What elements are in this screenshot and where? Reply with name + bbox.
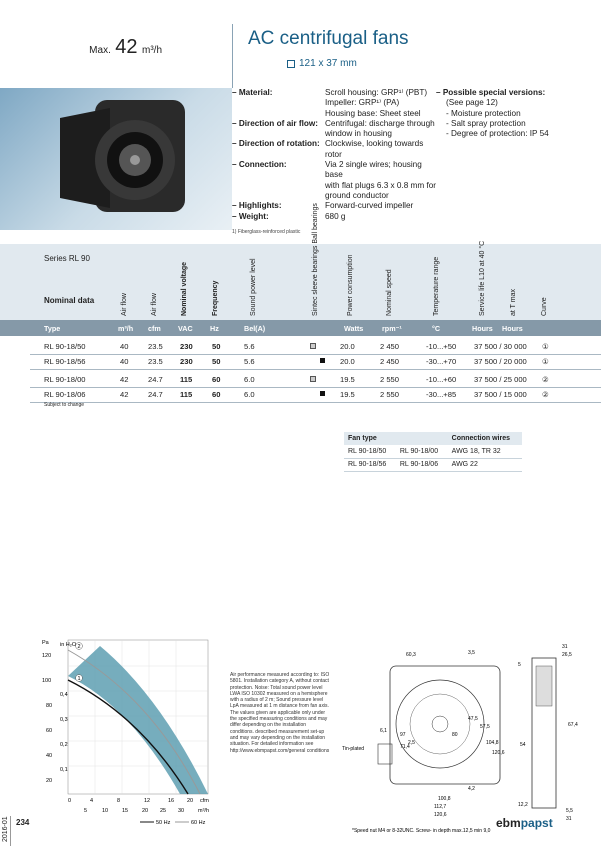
units-row: [0, 320, 601, 336]
spec-row: [232, 88, 438, 98]
dimension-label: 60,3: [406, 652, 416, 658]
table-cell: 115: [180, 390, 193, 399]
table-cell: 37 500 / 25 000: [474, 375, 527, 384]
table-cell: 19.5: [340, 390, 355, 399]
fan-type-table: [344, 432, 522, 472]
x-tick: 8: [117, 798, 121, 804]
table-cell: -10...+60: [426, 375, 457, 384]
table-cell: ①: [542, 357, 549, 366]
y-unit: Pa: [42, 640, 49, 646]
header-divider: [232, 24, 233, 88]
unit-label: m³/h: [118, 324, 134, 333]
square-icon: [287, 60, 295, 68]
spec-label: [232, 109, 325, 119]
special-line: - Degree of protection: IP 54: [446, 129, 549, 139]
table-row: [0, 372, 601, 387]
spec-label: – Connection:: [232, 160, 287, 170]
x-tick: 30: [178, 808, 185, 814]
sleeve-bearing-icon: [310, 376, 316, 382]
column-header: Air flow: [151, 293, 158, 316]
x-tick: 10: [102, 808, 109, 814]
dimension-label: 2,5: [408, 740, 415, 746]
unit-label: Hours: [472, 324, 493, 333]
spec-row: [232, 119, 438, 129]
y-tick: 60: [46, 728, 53, 734]
dimension-label: 5: [518, 662, 521, 668]
dimension-label: 120,6: [434, 812, 447, 818]
table-cell: 24.7: [148, 390, 163, 399]
y-tick: 120: [42, 653, 52, 659]
table-row: [0, 354, 601, 369]
cell: RL 90-18/06: [396, 458, 448, 471]
dimension-label: 100,8: [438, 796, 451, 802]
table-cell: RL 90-18/00: [44, 375, 86, 384]
fan-photo: [0, 88, 232, 230]
table-cell: 40: [120, 357, 129, 366]
spec-label: [232, 98, 325, 108]
spec-value: 680 g: [325, 211, 346, 221]
y-unit-inh: in H₂O: [60, 642, 77, 648]
dimension-label: 57,5: [480, 724, 490, 730]
spec-value: Impeller: GRP¹⁾ (PA): [325, 98, 400, 108]
y-tick-inh: 0,4: [60, 692, 68, 698]
y-tick: 100: [42, 678, 52, 684]
table-cell: 24.7: [148, 375, 163, 384]
dimension-label: 112,7: [434, 804, 447, 810]
table-cell: RL 90-18/06: [44, 390, 86, 399]
column-header: Power consumption: [347, 254, 354, 316]
table-cell: ②: [542, 375, 549, 384]
table-cell: 37 500 / 20 000: [474, 357, 527, 366]
dimension-label: 47,5: [468, 716, 478, 722]
y-tick-inh: 0,3: [60, 717, 68, 723]
x-unit: m³/h: [198, 808, 209, 814]
page-title: AC centrifugal fans: [248, 28, 409, 49]
spec-value: Scroll housing: GRP¹⁾ (PBT): [325, 88, 428, 97]
table-cell: RL 90-18/50: [44, 342, 86, 351]
dimension-label: 80: [452, 732, 458, 738]
unit-label: Bel(A): [244, 324, 266, 333]
table-cell: 230: [180, 357, 193, 366]
unit-label: Type: [44, 324, 61, 333]
table-row: [0, 387, 601, 402]
spec-value: Via 2 single wires; housing base: [325, 160, 422, 180]
curve-marker: 1: [77, 676, 81, 682]
spec-value: window in housing: [325, 129, 392, 139]
spec-row: [232, 181, 438, 191]
y-tick-inh: 0,2: [60, 742, 68, 748]
table-cell: 2 550: [380, 375, 400, 384]
footnote: 1) Fiberglass-reinforced plastic: [232, 229, 301, 235]
table-row: [344, 458, 522, 471]
table-cell: 230: [180, 342, 193, 351]
column-header: Frequency: [212, 280, 219, 316]
x-tick: 5: [84, 808, 88, 814]
page-footer: [0, 814, 601, 850]
subject-to-change: Subject to change: [44, 402, 85, 408]
x-tick: 25: [160, 808, 167, 814]
x-tick: 15: [122, 808, 129, 814]
spec-value: Clockwise, looking towards rotor: [325, 139, 424, 159]
unit-label: Watts: [344, 324, 364, 333]
row-divider: [30, 402, 601, 403]
unit-label: Hz: [210, 324, 219, 333]
brand-logo: [496, 816, 553, 830]
column-header: Sintec sleeve bearings Ball bearings: [312, 203, 319, 316]
cell: AWG 18, TR 32: [448, 445, 522, 458]
unit-label: Hours: [502, 324, 523, 333]
ball-bearing-icon: [320, 358, 325, 363]
unit-label: cfm: [148, 324, 161, 333]
spec-label: – Weight:: [232, 211, 269, 221]
unit-label: rpm⁻¹: [382, 324, 402, 333]
brand-papst: papst: [520, 816, 553, 830]
x-tick: 20: [187, 798, 194, 804]
row-divider: [30, 369, 601, 370]
fan-type-header: Fan type: [344, 432, 448, 445]
table-cell: 23.5: [148, 342, 163, 351]
table-cell: 37 500 / 30 000: [474, 342, 527, 351]
table-cell: 19.5: [340, 375, 355, 384]
x-tick: 16: [168, 798, 175, 804]
spec-label: – Highlights:: [232, 201, 282, 211]
dimension-label: 3,5: [468, 650, 475, 656]
column-header: Sound power level: [250, 258, 257, 316]
spec-value: Centrifugal: discharge through: [325, 118, 435, 128]
table-cell: 2 550: [380, 390, 400, 399]
dimension-label: 4,2: [468, 786, 475, 792]
column-header: Temperature range: [433, 256, 440, 316]
cell: RL 90-18/50: [344, 445, 396, 458]
table-cell: -30...+70: [426, 357, 457, 366]
sleeve-bearing-icon: [310, 343, 316, 349]
dimension-label: 97: [400, 732, 406, 738]
x-tick: 12: [144, 798, 151, 804]
table-cell: 6.0: [244, 390, 255, 399]
table-cell: ②: [542, 390, 549, 399]
table-cell: 50: [212, 357, 221, 366]
table-cell: 6.0: [244, 375, 255, 384]
y-tick: 20: [46, 778, 53, 784]
table-cell: 20.0: [340, 342, 355, 351]
table-cell: 5.6: [244, 357, 255, 366]
spec-label: – Direction of air flow:: [232, 118, 318, 128]
spec-label: [232, 191, 325, 201]
table-cell: -10...+50: [426, 342, 457, 351]
max-label: Max.: [89, 45, 111, 56]
speed-nut-note: *Speed nut M4 or 8-32UNC. Screw- in depth max.12,5 min 9,0: [352, 828, 491, 834]
max-airflow: [0, 0, 232, 88]
tin-plated-label: Tin-plated: [342, 746, 365, 752]
connection-wires-header: Connection wires: [448, 432, 522, 445]
x-tick: 20: [142, 808, 149, 814]
table-cell: -30...+85: [426, 390, 457, 399]
spec-value: Forward-curved impeller: [325, 201, 414, 211]
x-tick: 4: [90, 798, 94, 804]
curve-marker: 2: [77, 644, 81, 650]
column-header: Nominal speed: [386, 269, 393, 316]
cell: RL 90-18/56: [344, 458, 396, 471]
spec-row: [232, 191, 438, 201]
fan-image-icon: [0, 88, 232, 230]
footer-date: 2016-01: [2, 816, 9, 842]
y-tick: 80: [46, 703, 53, 709]
column-header: Air flow: [121, 293, 128, 316]
dimension-subtitle: [287, 58, 357, 69]
page-number: 234: [16, 818, 30, 827]
table-cell: 42: [120, 390, 129, 399]
spec-row: [232, 139, 438, 160]
spec-row: [232, 129, 438, 139]
special-title: – Possible special versions:: [436, 88, 546, 97]
dimension-label: 31: [562, 644, 568, 650]
table-row: [344, 445, 522, 458]
table-cell: 2 450: [380, 357, 400, 366]
dimension-label: 71,4: [400, 744, 410, 750]
y-tick: 40: [46, 753, 53, 759]
brand-ebm: ebm: [496, 816, 521, 830]
table-cell: 23.5: [148, 357, 163, 366]
dimension-label: 26,5: [562, 652, 572, 658]
special-line: - Salt spray protection: [446, 118, 526, 128]
dimension-label: 104,8: [486, 740, 499, 746]
spec-value: ground conductor: [325, 190, 389, 200]
table-cell: 20.0: [340, 357, 355, 366]
table-row: [0, 339, 601, 354]
table-cell: ①: [542, 342, 549, 351]
column-header: Curve: [541, 297, 548, 316]
spec-list: [232, 88, 438, 222]
column-header: Nominal voltage: [181, 261, 188, 316]
table-cell: RL 90-18/56: [44, 357, 86, 366]
max-unit: m³/h: [142, 45, 162, 56]
spec-label: [232, 129, 325, 139]
spec-row: [232, 160, 438, 181]
column-header: at T max: [510, 289, 517, 316]
table-cell: 40: [120, 342, 129, 351]
dimension-label: 12,2: [518, 802, 528, 808]
table-cell: 60: [212, 375, 221, 384]
cell: RL 90-18/00: [396, 445, 448, 458]
nominal-data-label: Nominal data: [44, 296, 95, 305]
dimension-label: 120,6: [492, 750, 505, 756]
performance-chart: [40, 636, 220, 828]
spec-label: [232, 181, 325, 191]
dimension-label: 67,4: [568, 722, 578, 728]
table-cell: 42: [120, 375, 129, 384]
special-line: (See page 12): [446, 98, 498, 108]
table-cell: 60: [212, 390, 221, 399]
dimension-label: 31: [566, 816, 572, 822]
special-versions: [436, 88, 601, 139]
spec-label: – Material:: [232, 88, 273, 97]
measurement-notes: Air performance measured according to: ISO 5801. Installation category A, without contact protection. Noise: Total sound power level LWA ISO 10302 measured on a hemisphere with a radius of 2 m; Sound pressure level LpA measured at 1 m distance from fan axis. The values given are applicable only under the specified measuring conditions and may differ depending on the installation conditions. described measurement set-up and may vary depending on the installation situation. For detailed information see http://www.ebmpapst.com/general conditions: [230, 672, 330, 754]
table-cell: 37 500 / 15 000: [474, 390, 527, 399]
dimension-label: 6,1: [380, 728, 387, 734]
table-cell: 115: [180, 375, 193, 384]
dimension-label: 5,5: [566, 808, 573, 814]
spec-row: [232, 201, 438, 211]
dimension-drawing: [340, 636, 596, 836]
spec-value: Housing base: Sheet steel: [325, 108, 421, 118]
ball-bearing-icon: [320, 391, 325, 396]
max-value: 42: [115, 36, 138, 58]
spec-row: [232, 98, 438, 108]
table-cell: 50: [212, 342, 221, 351]
spec-label: – Direction of rotation:: [232, 139, 320, 149]
size-text: 121 x 37 mm: [299, 58, 357, 69]
spec-row: [232, 212, 438, 222]
table-cell: 2 450: [380, 342, 400, 351]
legend-50hz: 50 Hz: [156, 820, 171, 826]
series-label: Series RL 90: [44, 254, 90, 263]
unit-label: °C: [432, 324, 441, 333]
spec-value: with flat plugs 6.3 x 0.8 mm for: [325, 180, 437, 190]
unit-label: VAC: [178, 324, 193, 333]
dimension-label: 54: [520, 742, 526, 748]
y-tick-inh: 0,1: [60, 767, 68, 773]
cell: AWG 22: [448, 458, 522, 471]
x-unit: cfm: [200, 798, 209, 804]
column-header: Service life L10 at 40 °C: [479, 240, 486, 316]
spec-row: [232, 109, 438, 119]
special-line: - Moisture protection: [446, 108, 521, 118]
x-tick: 0: [68, 798, 72, 804]
legend-60hz: 60 Hz: [191, 820, 206, 826]
table-cell: 5.6: [244, 342, 255, 351]
